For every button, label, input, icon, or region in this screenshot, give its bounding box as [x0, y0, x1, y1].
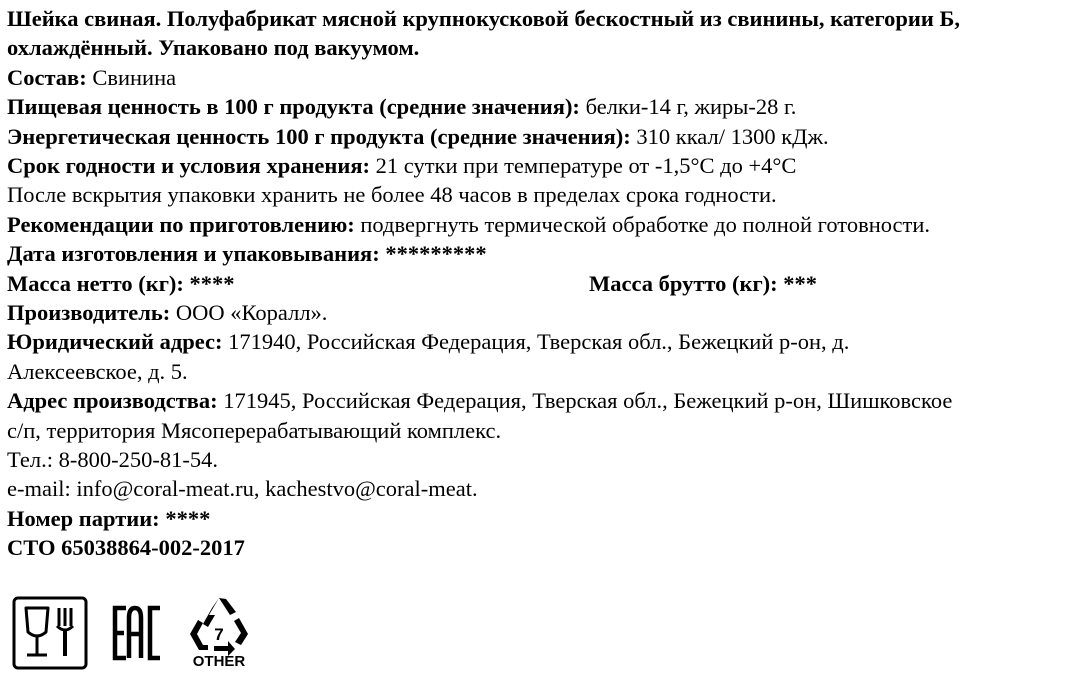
food-contact-icon	[12, 596, 88, 670]
recycling-icon	[186, 596, 252, 670]
mass-row	[7, 269, 1077, 298]
phone-line: Тел.: 8-800-250-81-54.	[7, 447, 218, 473]
after-opening-line: После вскрытия упаковки хранить не более 48 часов в пределах срока годности.	[7, 182, 777, 208]
svg-text:OTHER: OTHER	[192, 653, 246, 670]
batch-line: Номер партии: ****	[7, 505, 211, 531]
product-title: Шейка свиная. Полуфабрикат мясной крупнокусковой бескостный из свинины, категории Б, охлаждённый. Упаковано под вакуумом.	[7, 6, 960, 61]
product-label	[7, 4, 1077, 563]
eac-mark-icon	[112, 596, 164, 670]
mass-gross: Масса брутто (кг): ***	[589, 270, 818, 296]
shelf-life-line: Срок годности и условия хранения: 21 сутки при температуре от -1,5°С до +4°С	[7, 153, 797, 179]
cooking-line: Рекомендации по приготовлению: подвергнуть термической обработке до полной готовности.	[7, 211, 931, 237]
nutrition-line: Пищевая ценность в 100 г продукта (средние значения): белки-14 г, жиры-28 г.	[7, 94, 797, 120]
email-line: e-mail: info@coral-meat.ru, kachestvo@coral-meat.	[7, 476, 478, 502]
svg-text:7: 7	[214, 625, 224, 644]
composition-line: Состав: Свинина	[7, 64, 177, 90]
manufacturer-line: Производитель: ООО «Коралл».	[7, 300, 328, 326]
production-address-line: Адрес производства: 171945, Российская Федерация, Тверская обл., Бежецкий р-он, Шишковское с/п, территория Мясоперерабатывающий комплекс.	[7, 388, 953, 443]
legal-address-line: Юридический адрес: 171940, Российская Федерация, Тверская обл., Бежецкий р-он, д. Алексеевское, д. 5.	[7, 329, 850, 384]
standard-line: СТО 65038864-002-2017	[7, 535, 245, 561]
production-date-line: Дата изготовления и упаковывания: *********	[7, 241, 487, 267]
energy-line: Энергетическая ценность 100 г продукта (средние значения): 310 ккал/ 1300 кДж.	[7, 123, 829, 149]
mass-net: Масса нетто (кг): ****	[7, 270, 235, 296]
